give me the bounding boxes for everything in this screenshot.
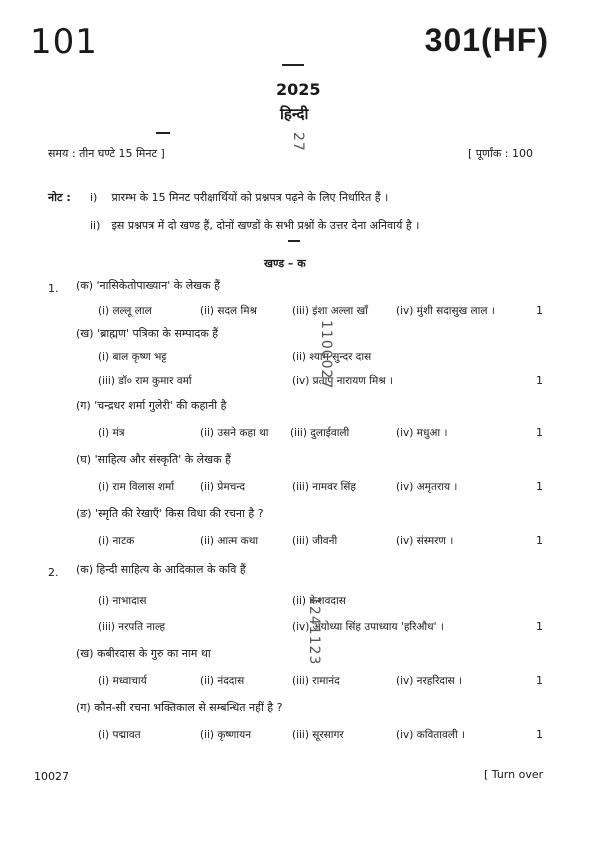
option: (iv) अयोध्या सिंह उपाध्याय 'हरिऔध' । xyxy=(292,621,444,633)
option: (iii) दुलाईवाली xyxy=(290,427,350,439)
year-overline xyxy=(282,64,304,66)
marks: 1 xyxy=(536,534,543,547)
time-dash xyxy=(156,132,170,134)
part-label: (क) xyxy=(76,563,94,576)
question-part xyxy=(76,506,264,521)
option: (iii) डॉ० राम कुमार वर्मा xyxy=(98,375,192,387)
option: (iv) मुंशी सदासुख लाल । xyxy=(396,305,495,317)
part-label: (ङ) xyxy=(76,507,92,520)
option: (iii) जीवनी xyxy=(292,535,338,547)
part-text: 'साहित्य और संस्कृति' के लेखक हैं xyxy=(94,453,231,466)
part-label: (ख) xyxy=(76,327,94,340)
option: (iv) मधुआ । xyxy=(396,427,448,439)
question-part xyxy=(76,398,226,413)
option: (ii) नंददास xyxy=(200,675,245,687)
exam-year: 2025 xyxy=(276,80,321,99)
option: (iv) नरहरिदास । xyxy=(396,675,463,687)
option: (i) पद्मावत xyxy=(98,729,141,741)
paper-code-right: 301(HF) xyxy=(424,22,549,58)
option: (i) नाटक xyxy=(98,535,135,547)
option: (ii) कृष्णायन xyxy=(200,729,252,741)
option: (i) नाभादास xyxy=(98,595,147,607)
note-item-1 xyxy=(90,190,388,205)
section-title: खण्ड – क xyxy=(264,257,306,270)
part-text: 'स्मृति की रेखाएँ' किस विधा की रचना है ? xyxy=(95,507,264,520)
question-number: 1. xyxy=(48,282,59,295)
question-part xyxy=(76,452,231,467)
section-overline xyxy=(288,240,300,242)
part-label: (घ) xyxy=(76,453,92,466)
option: (iii) सूरसागर xyxy=(292,729,344,741)
full-marks: [ पूर्णांक : 100 xyxy=(468,147,533,160)
option: (i) राम विलास शर्मा xyxy=(98,481,175,493)
option: (iv) कवितावली । xyxy=(396,729,465,741)
part-text: हिन्दी साहित्य के आदिकाल के कवि हैं xyxy=(96,563,246,576)
exam-time: समय : तीन घण्टे 15 मिनट ] xyxy=(48,147,165,160)
note-label: नोट : xyxy=(48,191,71,204)
question-part xyxy=(76,700,283,715)
footer-code: 10027 xyxy=(34,770,69,783)
question-part xyxy=(76,646,211,661)
question-part xyxy=(76,278,220,293)
subject-title: हिन्दी xyxy=(280,105,309,123)
note-item-text: इस प्रश्नपत्र में दो खण्ड हैं, दोनों खण्डों के सभी प्रश्नों के उत्तर देना अनिवार्य है । xyxy=(111,219,420,232)
side-number-low: 1241123 xyxy=(306,596,322,666)
part-text: 'चन्द्रधर शर्मा गुलेरी' की कहानी है xyxy=(94,399,227,412)
option: (i) बाल कृष्ण भट्ट xyxy=(98,351,167,363)
option: (iv) अमृतराय । xyxy=(396,481,458,493)
turn-over: [ Turn over xyxy=(484,768,544,781)
note-item-num: ii) xyxy=(90,219,101,232)
option: (iii) नामवर सिंह xyxy=(292,481,356,493)
option: (iii) नरपति नाल्ह xyxy=(98,621,166,633)
option: (iv) प्रताप नारायण मिश्र । xyxy=(292,375,393,387)
part-text: कौन-सी रचना भक्तिकाल से सम्बन्धित नहीं है ? xyxy=(94,701,283,714)
marks: 1 xyxy=(536,620,543,633)
question-number: 2. xyxy=(48,566,59,579)
side-number-top: 27 xyxy=(290,132,306,152)
part-text: 'नासिकेतोपाख्यान' के लेखक हैं xyxy=(96,279,220,292)
option: (ii) आत्म कथा xyxy=(200,535,259,547)
option: (ii) सदल मिश्र xyxy=(200,305,257,317)
option: (i) मध्वाचार्य xyxy=(98,675,147,687)
option: (ii) प्रेमचन्द xyxy=(200,481,246,493)
marks: 1 xyxy=(536,304,543,317)
part-label: (ग) xyxy=(76,399,91,412)
option: (i) मंत्र xyxy=(98,427,125,439)
part-text: कबीरदास के गुरु का नाम था xyxy=(97,647,211,660)
part-label: (ख) xyxy=(76,647,94,660)
side-number-mid: 1100027 xyxy=(318,320,334,390)
marks: 1 xyxy=(536,480,543,493)
marks: 1 xyxy=(536,674,543,687)
option: (iii) इंशा अल्ला खाँ xyxy=(292,305,368,317)
part-label: (ग) xyxy=(76,701,91,714)
note-item-text: प्रारम्भ के 15 मिनट परीक्षार्थियों को प्रश्नपत्र पढ़ने के लिए निर्धारित हैं । xyxy=(111,191,389,204)
part-text: 'ब्राह्मण' पत्रिका के सम्पादक हैं xyxy=(97,327,219,340)
question-part xyxy=(76,562,246,577)
option: (ii) उसने कहा था xyxy=(200,427,269,439)
option: (iii) रामानंद xyxy=(292,675,340,687)
note-item-2 xyxy=(90,218,419,233)
option: (ii) केशवदास xyxy=(292,595,346,607)
part-label: (क) xyxy=(76,279,94,292)
marks: 1 xyxy=(536,728,543,741)
option: (ii) श्याम सुन्दर दास xyxy=(292,351,372,363)
option: (i) लल्लू लाल xyxy=(98,305,152,317)
question-part xyxy=(76,326,218,341)
option: (iv) संस्मरण । xyxy=(396,535,454,547)
note-item-num: i) xyxy=(90,191,98,204)
paper-code-left: 101 xyxy=(30,22,98,62)
marks: 1 xyxy=(536,426,543,439)
marks: 1 xyxy=(536,374,543,387)
